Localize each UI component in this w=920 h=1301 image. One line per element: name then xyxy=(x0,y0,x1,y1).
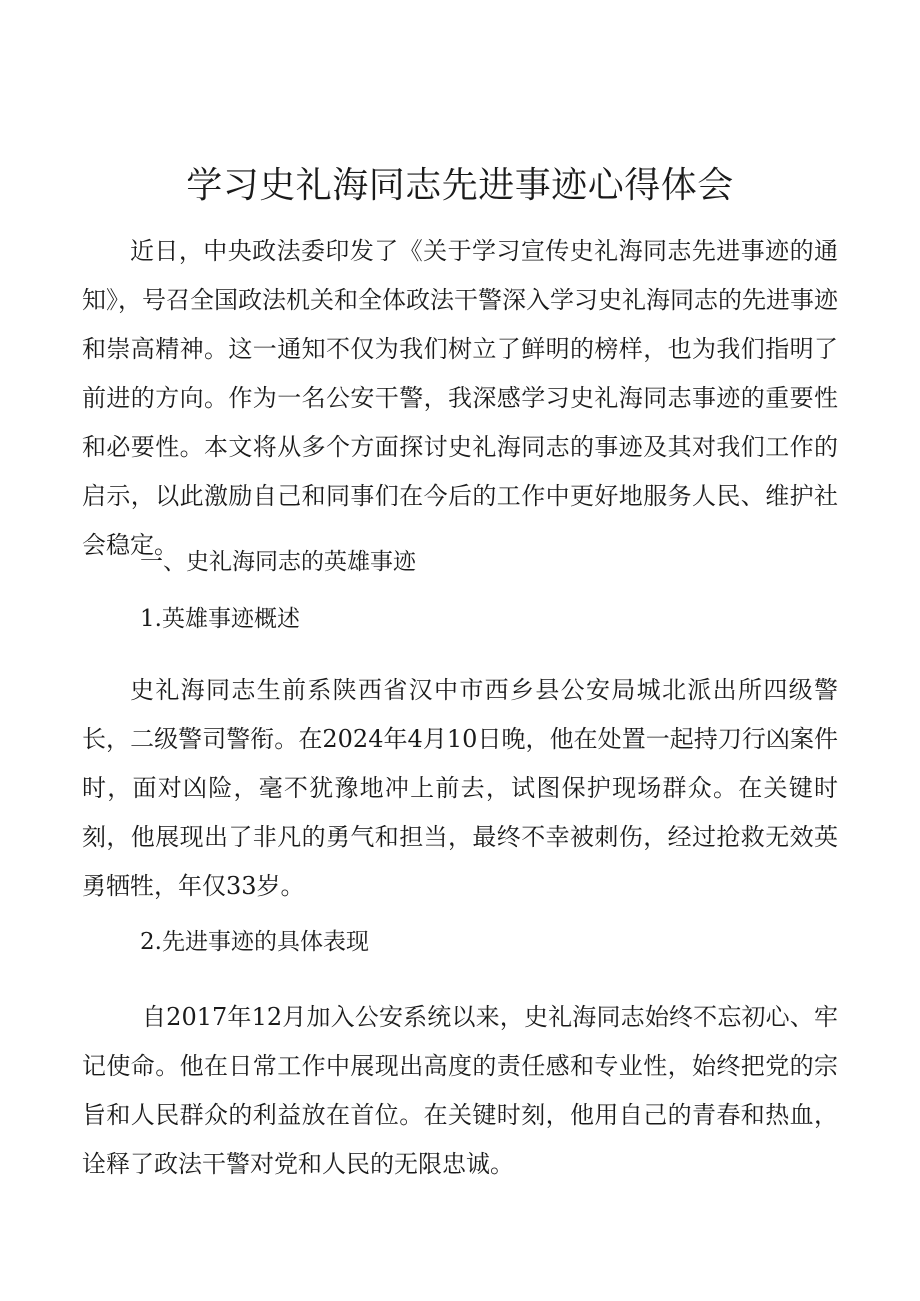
intro-paragraph: 近日，中央政法委印发了《关于学习宣传史礼海同志先进事迹的通知》，号召全国政法机关和全体政法干警深入学习史礼海同志的先进事迹和崇高精神。这一通知不仅为我们树立了鲜明的榜样，也为我们指明了前进的方向。作为一名公安干警，我深感学习史礼海同志事迹的重要性和必要性。本文将从多个方面探讨史礼海同志的事迹及其对我们工作的启示，以此激励自己和同事们在今后的工作中更好地服务人民、维护社会稳定。 xyxy=(82,237,838,559)
document-title: 学习史礼海同志先进事迹心得体会 xyxy=(186,165,734,206)
subsection-paragraph-1: 史礼海同志生前系陕西省汉中市西乡县公安局城北派出所四级警长，二级警司警衔。在2024年4月10日晚，他在处置一起持刀行凶案件时，面对凶险，毫不犹豫地冲上前去，试图保护现场群众。在关键时刻，他展现出了非凡的勇气和担当，最终不幸被刺伤，经过抢救无效英勇牺牲，年仅33岁。 xyxy=(82,676,838,900)
subsection-heading-1: 1.英雄事迹概述 xyxy=(140,606,300,632)
subsection-paragraph-2: 自2017年12月加入公安系统以来，史礼海同志始终不忘初心、牢记使命。他在日常工作中展现出高度的责任感和专业性，始终把党的宗旨和人民群众的利益放在首位。在关键时刻，他用自己的青春和热血，诠释了政法干警对党和人民的无限忠诚。 xyxy=(82,1003,838,1178)
section-heading-1: 一、史礼海同志的英雄事迹 xyxy=(140,549,416,575)
subsection-heading-2: 2.先进事迹的具体表现 xyxy=(140,929,369,955)
